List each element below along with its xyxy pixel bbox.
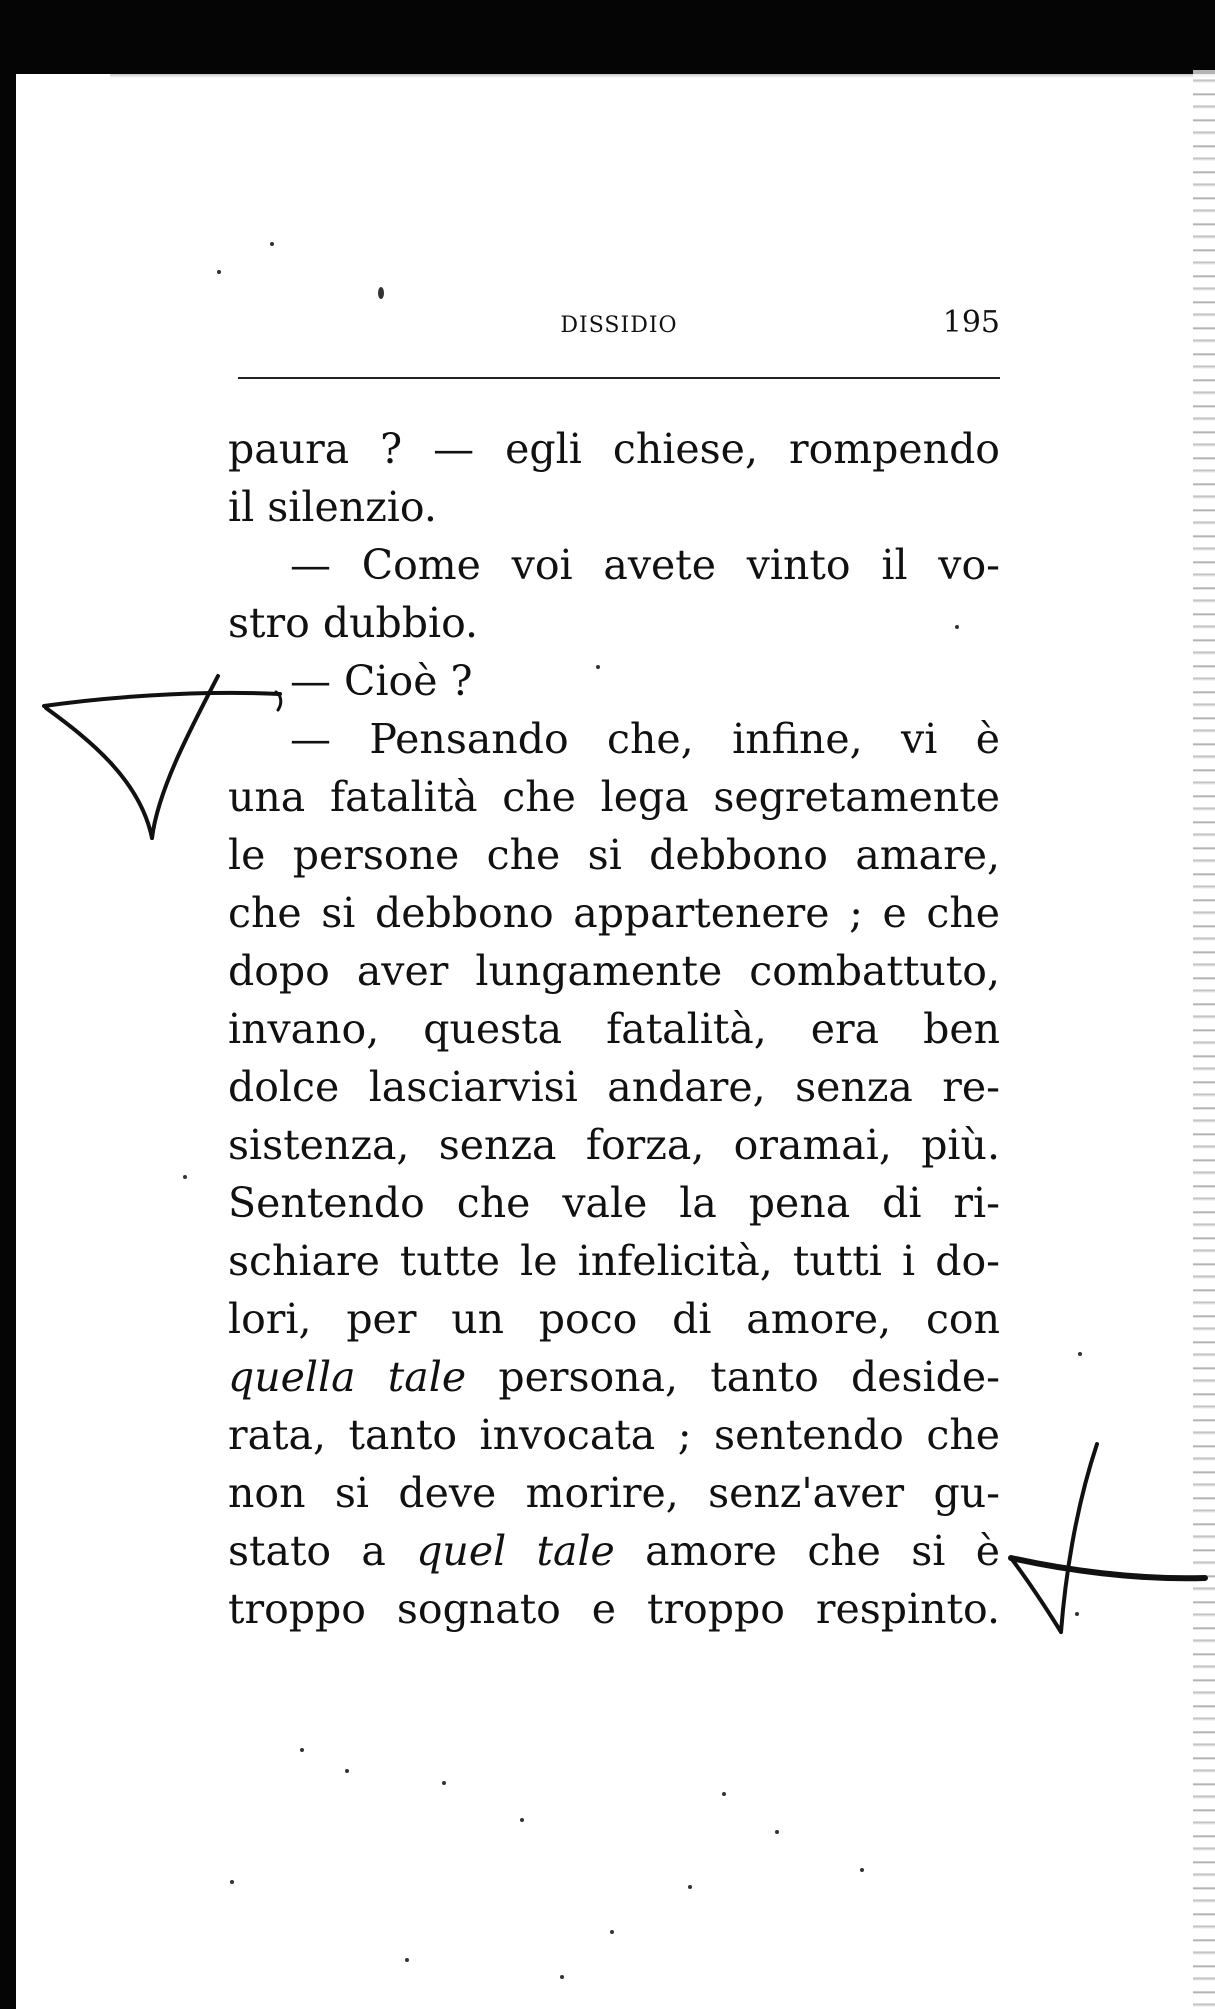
text-line: paura ? — egli chiese, rompendo	[228, 425, 1000, 473]
text-line: schiare tutte le infelicità, tutti i do-	[228, 1237, 1000, 1285]
italic-phrase: quel tale	[416, 1527, 615, 1575]
scan-speck	[520, 1818, 524, 1822]
scan-speck	[217, 270, 221, 274]
text-line: Sentendo che vale la pena di ri-	[228, 1179, 1000, 1227]
scan-speck	[230, 1880, 234, 1884]
text-line: una fatalità che lega segretamente	[228, 773, 1000, 821]
scan-speck	[270, 242, 274, 246]
scan-speck	[405, 1958, 409, 1962]
scan-edge-top-shadow	[110, 60, 1215, 78]
scan-speck	[345, 1769, 349, 1773]
text-line: non si deve morire, senz'aver gu-	[228, 1469, 1000, 1517]
text-line: troppo sognato e troppo respinto.	[228, 1585, 1000, 1633]
text-line: dolce lasciarvisi andare, senza re-	[228, 1063, 1000, 1111]
scan-speck	[860, 1868, 864, 1872]
text-line	[228, 1348, 1000, 1406]
lower-handwritten-check-mark-icon	[1005, 1440, 1210, 1640]
text-line: che si debbono appartenere ; e che	[228, 889, 1000, 937]
scan-speck	[560, 1975, 564, 1979]
text-line: invano, questa fatalità, era ben	[228, 1005, 1000, 1053]
text-line: lori, per un poco di amore, con	[228, 1295, 1000, 1343]
scan-speck	[610, 1930, 614, 1934]
scan-speck	[1078, 1352, 1082, 1356]
running-head-title: DISSIDIO	[560, 313, 678, 338]
scan-edge-right	[1193, 70, 1215, 2009]
text-line: stro dubbio.	[228, 599, 479, 647]
text-segment: stato a	[228, 1527, 417, 1575]
text-line	[228, 1522, 1000, 1580]
scan-speck	[378, 287, 384, 299]
header-rule	[238, 377, 1000, 379]
text-segment: persona, tanto deside-	[466, 1353, 1000, 1401]
text-line: sistenza, senza forza, oramai, più.	[228, 1121, 1000, 1169]
text-line: — Pensando che, infine, vi è	[290, 715, 1000, 763]
scan-speck	[596, 665, 600, 669]
text-segment: amore che si è	[614, 1527, 1000, 1575]
scan-speck	[183, 1175, 187, 1179]
scan-speck	[688, 1885, 692, 1889]
text-line: — Cioè ?	[290, 657, 473, 705]
italic-phrase: quella tale	[228, 1353, 467, 1401]
text-line: dopo aver lungamente combattuto,	[228, 947, 1000, 995]
scan-speck	[442, 1781, 446, 1785]
scan-speck	[955, 625, 959, 629]
scan-speck	[775, 1830, 779, 1834]
scan-edge-left	[0, 0, 16, 2009]
scan-speck	[1075, 1612, 1079, 1616]
upper-handwritten-check-mark-icon	[40, 670, 300, 850]
page-number: 195	[942, 305, 1000, 340]
scan-speck	[722, 1792, 726, 1796]
running-head	[238, 305, 1000, 355]
body-text	[228, 420, 1000, 1638]
text-line: rata, tanto invocata ; sentendo che	[228, 1411, 1000, 1459]
text-line: il silenzio.	[228, 483, 437, 531]
scan-speck	[300, 1748, 304, 1752]
text-line: le persone che si debbono amare,	[228, 831, 1000, 879]
text-line: — Come voi avete vinto il vo-	[290, 541, 1000, 589]
